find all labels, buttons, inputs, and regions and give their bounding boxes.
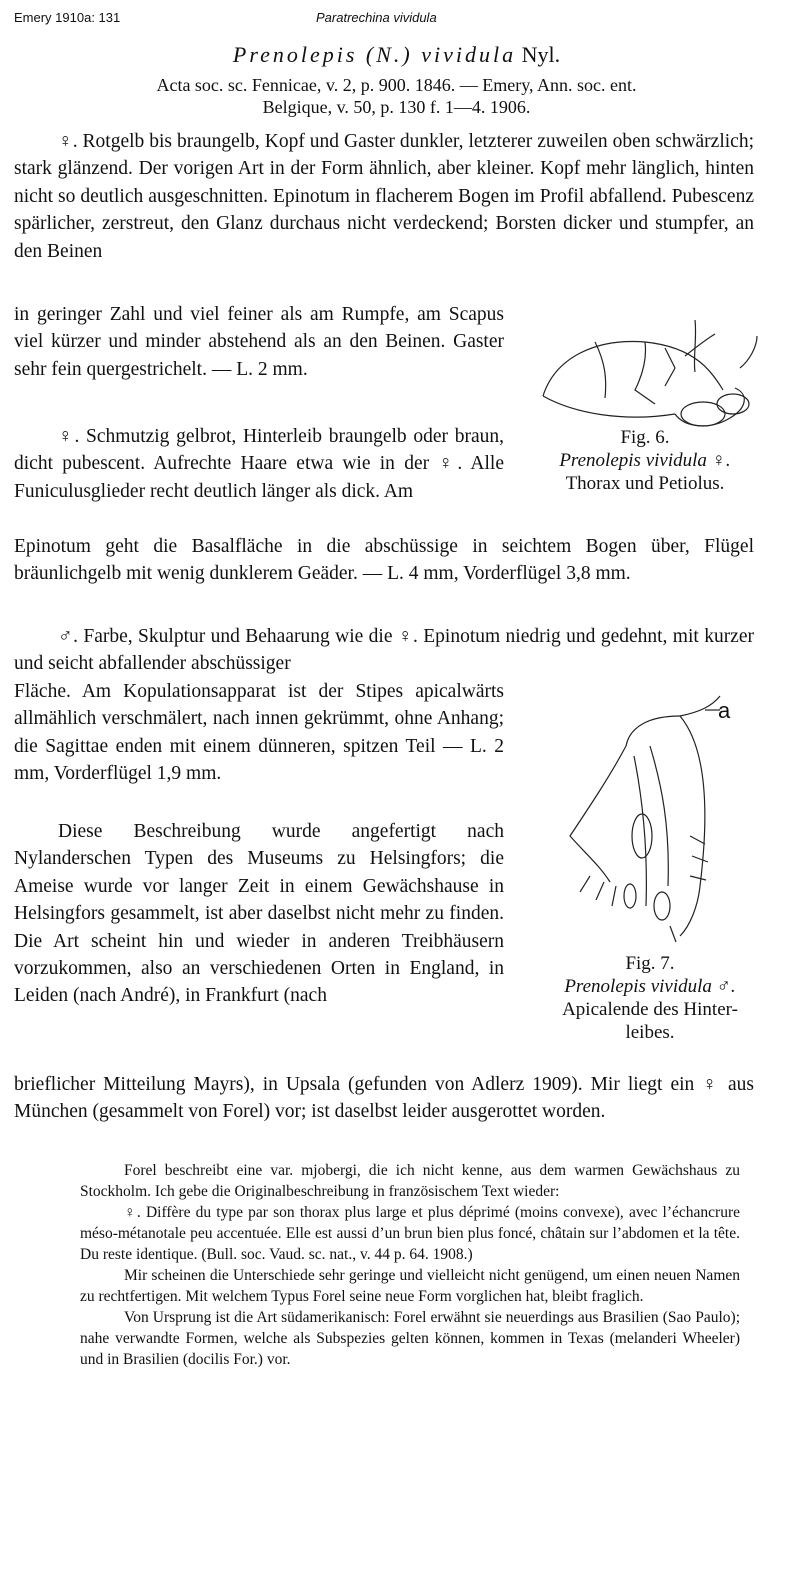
figure-6-thorax-drawing	[535, 318, 765, 438]
running-header-left: Emery 1910a: 131	[14, 10, 121, 25]
male-text-narrow: Fläche. Am Kopulationsapparat ist der Stipes apicalwärts allmählich verschmälert, nach innen gekrümmt, ohne Anhang; die Sagittae enden mit einem dünneren, spitzen Teil — L. 2 mm, Vorderflügel 1,9 mm.	[14, 681, 504, 785]
species-title	[0, 42, 793, 68]
figure-7-caption	[515, 952, 785, 1044]
queen-description-continued	[14, 533, 754, 588]
queen-text-narrow: ♀. Schmutzig gelbrot, Hinterleib braungelb oder braun, dicht pubescent. Aufrechte Haare etwa wie in der ♀. Alle Funiculusglieder recht deutlich länger als dick. Am	[14, 426, 504, 502]
figure-7-marker: a	[718, 698, 731, 723]
distribution-text-continued	[14, 1071, 754, 1126]
male-description-continued	[14, 678, 504, 788]
figure-6-label: Fig. 6.	[620, 427, 670, 448]
note-forel-variety: Forel beschreibt eine var. mjobergi, die ich nicht kenne, aus dem warmen Gewächshaus zu Stockholm. Ich gebe die Originalbeschreibung in französischem Text wieder:	[80, 1162, 740, 1200]
figure-6-description: Thorax und Petiolus.	[565, 473, 725, 494]
distribution-text-narrow: Diese Beschreibung wurde angefertigt nach Nylanderschen Typen des Museums zu Helsingfors; die Ameise wurde vor langer Zeit in einem Gewächshause in Helsingfors gesammelt, ist aber daselbst nicht mehr zu finden. Die Art scheint hin und wieder in anderen Treibhäusern vorzukommen, also an verschiedenen Orten in England, in Leiden (nach André), in Frankfurt (nach	[14, 821, 504, 1007]
worker-description-continued	[14, 301, 504, 383]
figure-6-species: Prenolepis vividula ♀.	[559, 450, 731, 471]
figure-7-description-1: Apicalende des Hinter-	[562, 999, 738, 1020]
note-origin: Von Ursprung ist die Art südamerikanisch: Forel erwähnt sie neuerdings aus Brasilien (Sao Paulo); nahe verwandte Formen, welche als Subspezies gelten können, kommen in Texas (melanderi Wheeler) und in Brasilien (docilis For.) vor.	[80, 1309, 740, 1368]
citation-line-2: Belgique, v. 50, p. 130 f. 1—4. 1906.	[262, 97, 531, 117]
worker-text-full: ♀. Rotgelb bis braungelb, Kopf und Gaster dunkler, letzterer zuweilen oben schwärzlich; stark glänzend. Der vorigen Art in der Form ähnlich, aber kleiner. Kopf mehr länglich, hinten nicht so deutlich ausgeschnitten. Epinotum in flacherem Bogen im Profil abfallend. Pubescenz spärlicher, zerstreut, den Glanz durchaus nicht verdeckend; Borsten dicker und stumpfer, an den Beinen	[14, 131, 754, 262]
running-header-right: Paratrechina vividula	[316, 10, 437, 25]
note-french-description: ♀. Diffère du type par son thorax plus large et plus déprimé (moins convexe), avec l’échancrure méso-métanotale peu accentuée. Elle est aussi d’un brun bien plus foncé, châtain sur l’abdomen et la tête. Du reste identique. (Bull. soc. Vaud. sc. nat., v. 44 p. 64. 1908.)	[80, 1204, 740, 1263]
note-differences: Mir scheinen die Unterschiede sehr geringe und vielleicht nicht genügend, um einen neuen Namen zu rechtfertigen. Mit welchem Typus Forel seine neue Form vorglichen hat, bleibt fraglich.	[80, 1267, 740, 1305]
figure-7-label: Fig. 7.	[625, 953, 675, 974]
worker-description	[14, 128, 754, 265]
distribution-text	[14, 818, 504, 1010]
distribution-text-full: brieflicher Mitteilung Mayrs), in Upsala (gefunden von Adlerz 1909). Mir liegt ein ♀ aus München (gesammelt von Forel) vor; ist daselbst leider ausgerottet worden.	[14, 1074, 754, 1123]
figure-7-species: Prenolepis vividula ♂.	[564, 976, 736, 997]
citation-line-1: Acta soc. sc. Fennicae, v. 2, p. 900. 1846. — Emery, Ann. soc. ent.	[156, 75, 637, 95]
queen-description	[14, 423, 504, 505]
species-author: Nyl.	[516, 42, 561, 67]
figure-6-caption	[520, 426, 770, 495]
figure-7-genitalia-drawing	[530, 686, 770, 948]
queen-text-full: Epinotum geht die Basalfläche in die abschüssige in seichtem Bogen über, Flügel bräunlichgelb mit wenig dunklerem Geäder. — L. 4 mm, Vorderflügel 3,8 mm.	[14, 536, 754, 585]
citation	[0, 74, 793, 118]
worker-text-narrow: in geringer Zahl und viel feiner als am Rumpfe, am Scapus viel kürzer und minder abstehend als an den Beinen. Gaster sehr fein quergestrichelt. — L. 2 mm.	[14, 304, 504, 380]
male-description	[14, 623, 754, 678]
species-name: Prenolepis (N.) vividula	[232, 42, 517, 67]
figure-7-description-2: leibes.	[625, 1022, 675, 1043]
small-print-notes	[80, 1160, 740, 1370]
male-text-full: ♂. Farbe, Skulptur und Behaarung wie die ♀. Epinotum niedrig und gedehnt, mit kurzer und seicht abfallender abschüssiger	[14, 626, 754, 675]
